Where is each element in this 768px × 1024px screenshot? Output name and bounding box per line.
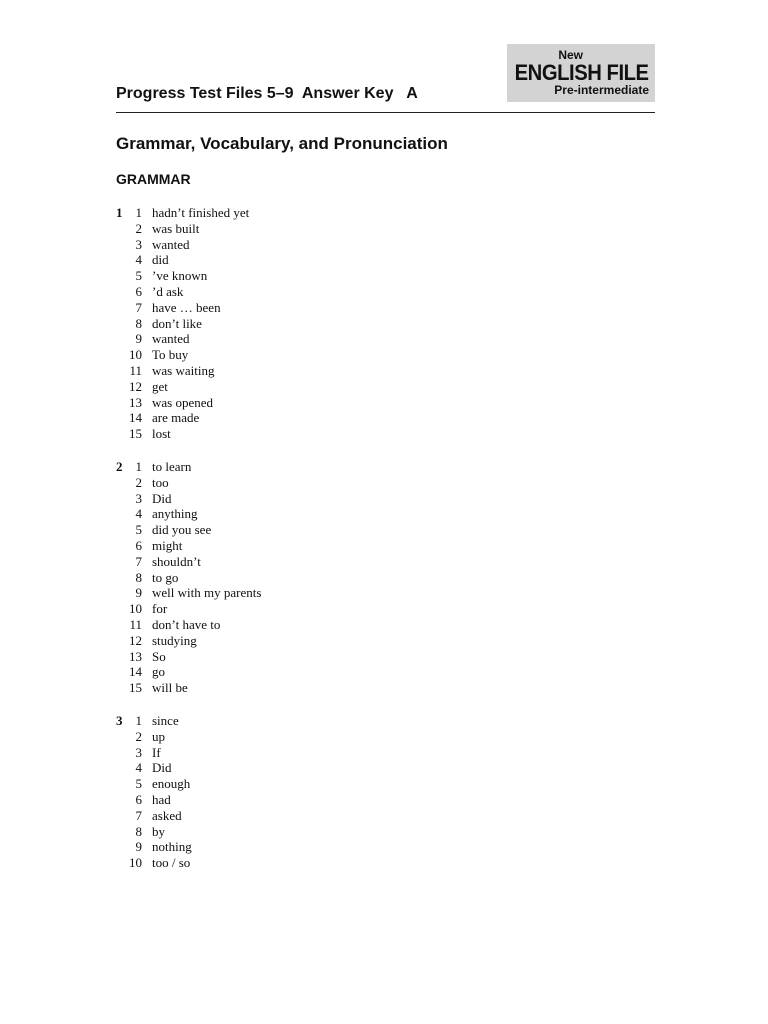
item-answer: did — [152, 252, 169, 268]
item-number: 1 — [135, 459, 142, 474]
item-answer: are made — [152, 410, 200, 426]
item-answer: shouldn’t — [152, 553, 201, 569]
item-answer: to learn — [152, 459, 192, 474]
item-number: 15 — [129, 680, 142, 696]
item-answer: get — [152, 378, 168, 394]
logo-level-label: Pre-intermediate — [554, 83, 649, 97]
item-number: 8 — [135, 569, 142, 585]
item-answer: for — [152, 601, 168, 617]
item-number: 5 — [135, 776, 142, 792]
item-answer: hadn’t finished yet — [152, 205, 250, 220]
item-answer: To buy — [152, 347, 189, 363]
item-answer: Did — [152, 760, 172, 776]
item-number: 11 — [129, 616, 142, 632]
item-answer: don’t have to — [152, 616, 221, 632]
logo-new-label: New — [558, 48, 583, 62]
item-answer: asked — [152, 807, 182, 823]
english-file-logo — [507, 44, 655, 102]
item-answer: will be — [152, 680, 188, 696]
item-number: 10 — [129, 601, 142, 617]
item-answer: to go — [152, 569, 179, 585]
item-answer: well with my parents — [152, 585, 262, 601]
item-number: 3 — [135, 490, 142, 506]
item-answer: might — [152, 537, 183, 553]
item-number: 2 — [135, 728, 142, 744]
item-answer: ’ve known — [152, 268, 208, 284]
item-answer: studying — [152, 632, 197, 648]
item-answer: nothing — [152, 839, 192, 855]
item-number: 12 — [129, 378, 142, 394]
item-number: 3 — [135, 744, 142, 760]
item-answer: ’d ask — [152, 283, 184, 299]
item-number: 9 — [135, 585, 142, 601]
item-answer: don’t like — [152, 315, 202, 331]
header-divider — [116, 112, 655, 113]
item-number: 8 — [135, 315, 142, 331]
item-number: 7 — [135, 553, 142, 569]
item-answer: lost — [152, 426, 171, 442]
item-answer: wanted — [152, 236, 190, 252]
grammar-heading: GRAMMAR — [116, 171, 191, 187]
item-number: 4 — [135, 760, 142, 776]
item-number: 10 — [129, 347, 142, 363]
item-number: 7 — [135, 807, 142, 823]
item-number: 9 — [135, 331, 142, 347]
item-answer: had — [152, 791, 171, 807]
item-answer: was built — [152, 220, 200, 236]
item-answer: wanted — [152, 331, 190, 347]
item-answer: did you see — [152, 522, 212, 538]
item-number: 2 — [135, 220, 142, 236]
item-number: 13 — [129, 648, 142, 664]
item-number: 13 — [129, 394, 142, 410]
item-answer: since — [152, 713, 179, 728]
item-answer: anything — [152, 506, 198, 522]
item-number: 12 — [129, 632, 142, 648]
item-number: 4 — [135, 506, 142, 522]
item-number: 6 — [135, 791, 142, 807]
item-answer: go — [152, 664, 165, 680]
exercise-number: 2 — [116, 459, 123, 474]
item-number: 8 — [135, 823, 142, 839]
item-answer: Did — [152, 490, 172, 506]
item-answer: up — [152, 728, 165, 744]
item-answer: If — [152, 744, 161, 760]
item-answer: So — [152, 648, 166, 664]
item-answer: was waiting — [152, 362, 215, 378]
exercise-number: 3 — [116, 713, 123, 728]
item-number: 14 — [129, 410, 142, 426]
item-number: 11 — [129, 362, 142, 378]
item-number: 1 — [135, 205, 142, 220]
item-number: 3 — [135, 236, 142, 252]
item-number: 4 — [135, 252, 142, 268]
item-number: 7 — [135, 299, 142, 315]
item-answer: too — [152, 474, 169, 490]
item-number: 14 — [129, 664, 142, 680]
document-title: Progress Test Files 5–9 Answer Key A — [116, 85, 418, 102]
item-number: 5 — [135, 268, 142, 284]
item-number: 15 — [129, 426, 142, 442]
item-answer: was opened — [152, 394, 214, 410]
item-answer: enough — [152, 776, 191, 792]
item-number: 9 — [135, 839, 142, 855]
item-number: 1 — [135, 713, 142, 728]
item-number: 6 — [135, 537, 142, 553]
item-answer: too / so — [152, 855, 191, 871]
exercise-number: 1 — [116, 205, 123, 220]
item-number: 5 — [135, 522, 142, 538]
item-number: 2 — [135, 474, 142, 490]
item-number: 10 — [129, 855, 142, 871]
item-number: 6 — [135, 283, 142, 299]
item-answer: have … been — [152, 299, 221, 315]
section-title: Grammar, Vocabulary, and Pronunciation — [116, 134, 448, 153]
item-answer: by — [152, 823, 165, 839]
logo-brand-name: ENGLISH FILE — [515, 60, 649, 85]
